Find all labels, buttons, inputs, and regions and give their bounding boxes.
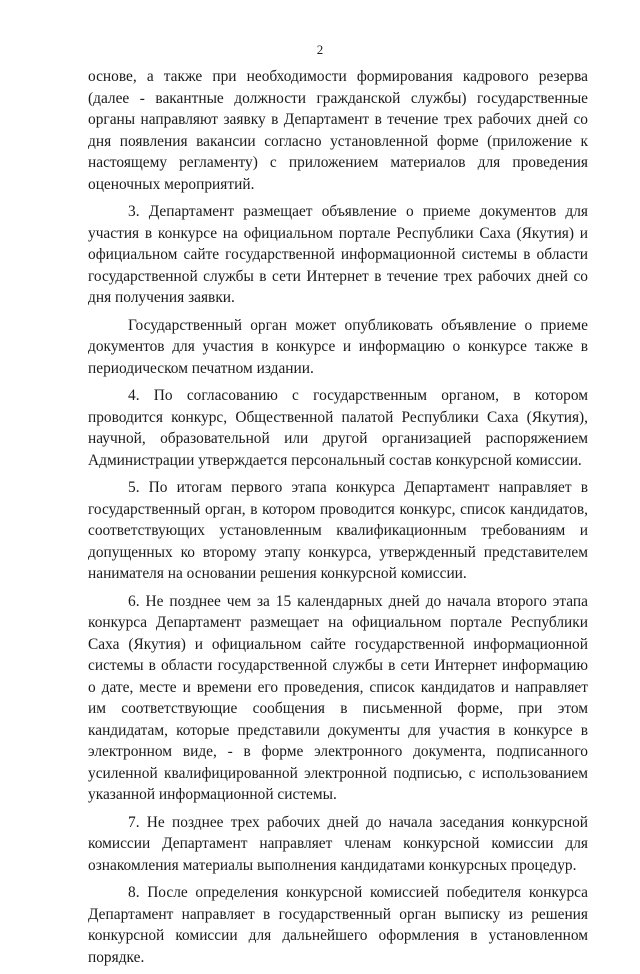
- paragraph-item-6: 6. Не позднее чем за 15 календарных дней до начала второго этапа конкурса Департамент размещает на официальном портале Республики Саха (Якутия) и официальном сайте государственной информационной системы в области государственной службы в сети Интернет информацию о дате, месте и времени его проведения, список кандидатов и направляет им соответствующие сообщения в письменной форме, при этом кандидатам, которые представили документы для участия в конкурсе в электронном виде, - в форме электронного документа, подписанного усиленной квалифицированной электронной подписью, с использованием указанной информационной системы.: [88, 592, 588, 803]
- paragraph-publication: Государственный орган может опубликовать объявление о приеме документов для участия в конкурсе и информацию о конкурсе также в периодическом печатном издании.: [88, 316, 588, 377]
- paragraph-item-7: 7. Не позднее трех рабочих дней до начала заседания конкурсной комиссии Департамент направляет членам конкурсной комиссии для ознакомления материалы выполнения кандидатами конкурсных процедур.: [88, 813, 588, 874]
- paragraph-item-5: 5. По итогам первого этапа конкурса Департамент направляет в государственный орган, в котором проводится конкурс, список кандидатов, соответствующих установленным квалификационным требованиям и допущенных ко второму этапу конкурса, утвержденный представителем нанимателя на основании решения конкурсной комиссии.: [88, 479, 588, 582]
- paragraph-continuation: основе, а также при необходимости формирования кадрового резерва (далее - вакантные должности гражданской службы) государственные органы направляют заявку в Департамент в течение трех рабочих дней со дня появления вакансии согласно установленной форме (приложение к настоящему регламенту) с приложением материалов для проведения оценочных мероприятий.: [88, 68, 588, 193]
- paragraph-item-8: 8. После определения конкурсной комиссией победителя конкурса Департамент направляет в государственный орган выписку из решения конкурсной комиссии для дальнейшего оформления в установленном порядке.: [88, 884, 588, 966]
- paragraph-item-4: 4. По согласованию с государственным органом, в котором проводится конкурс, Общественной палатой Республики Саха (Якутия), научной, образовательной или другой организацией распоряжением Администрации утверждается персональный состав конкурсной комиссии.: [88, 387, 588, 469]
- page-number: 2: [316, 42, 324, 57]
- document-body: [88, 66, 588, 974]
- paragraph-item-3: 3. Департамент размещает объявление о приеме документов для участия в конкурсе на официальном портале Республики Саха (Якутия) и официальном сайте государственной информационной системы в области государственной службы в сети Интернет в течение трех рабочих дней со дня получения заявки.: [88, 203, 588, 306]
